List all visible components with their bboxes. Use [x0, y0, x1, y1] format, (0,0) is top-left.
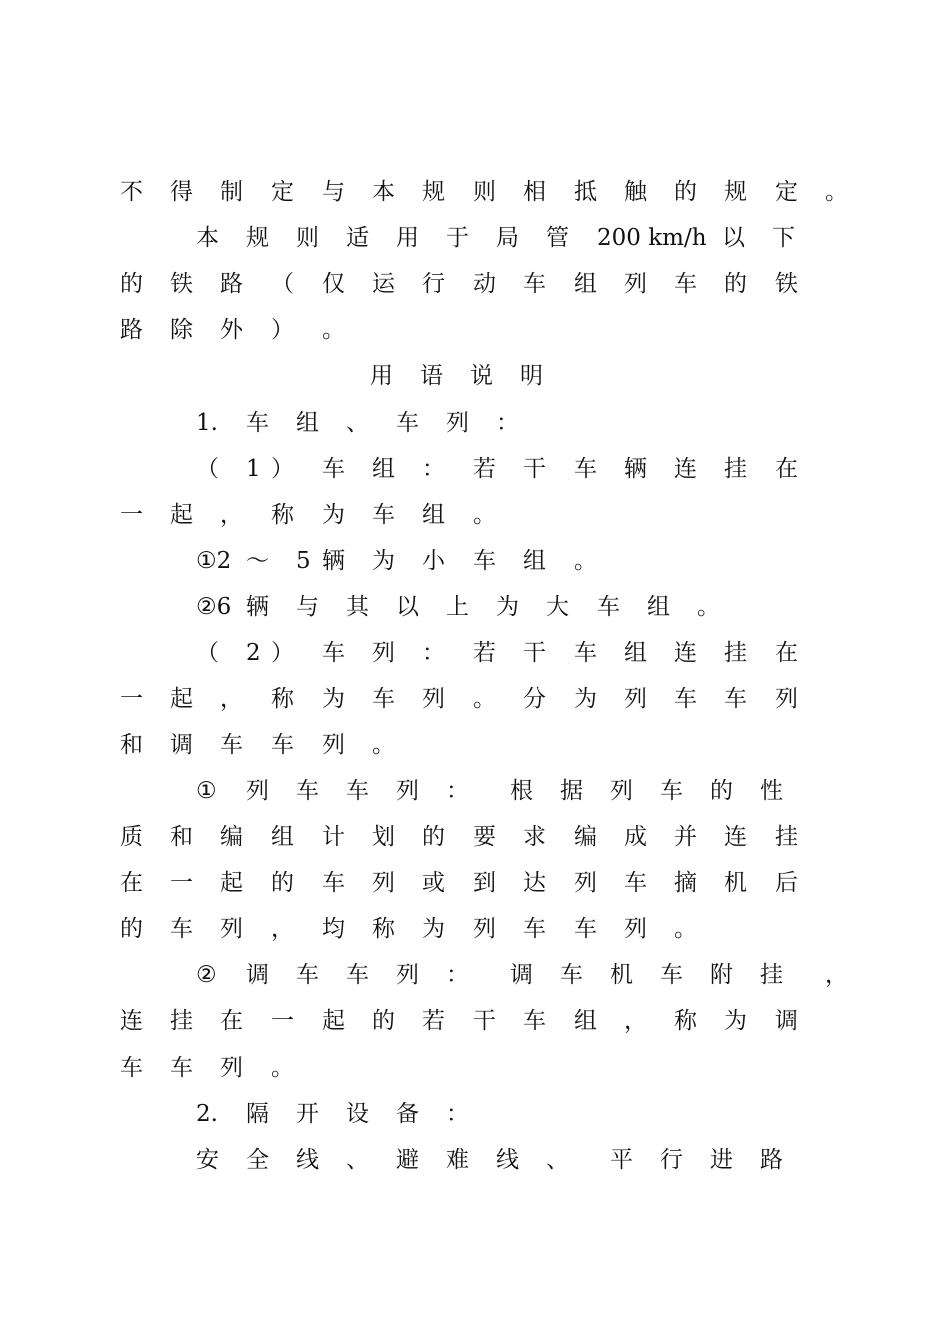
text-glyph: ，: [220, 686, 243, 712]
text-glyph: 车: [597, 594, 620, 620]
text-glyph: 局: [496, 225, 519, 251]
text-glyph: 动: [473, 271, 496, 297]
text-glyph: 列: [322, 732, 345, 758]
text-glyph: 干: [473, 1008, 496, 1034]
text-glyph: 起: [322, 1008, 345, 1034]
text-line: [0, 500, 950, 546]
text-glyph: 用: [370, 363, 393, 389]
text-glyph: 并: [674, 824, 697, 850]
text-glyph: ）: [271, 456, 294, 482]
text-glyph: 规: [724, 179, 747, 205]
text-glyph: 车: [674, 271, 697, 297]
text-glyph: 上: [446, 594, 469, 620]
text-glyph: 大: [546, 594, 569, 620]
text-glyph: 车: [560, 962, 583, 988]
text-line: [0, 454, 950, 500]
text-glyph: 车: [246, 410, 269, 436]
text-glyph: 其: [346, 594, 369, 620]
text-line: [0, 730, 950, 776]
text-line: [0, 914, 950, 960]
text-glyph: 列: [396, 962, 419, 988]
text-glyph: 干: [523, 640, 546, 666]
text-glyph: 称: [674, 1008, 697, 1034]
text-glyph: 列: [422, 686, 445, 712]
text-glyph: 管: [546, 225, 569, 251]
text-glyph: 和: [120, 732, 143, 758]
text-glyph: 。: [473, 686, 496, 712]
text-line: [0, 361, 950, 407]
text-glyph: （: [196, 456, 219, 482]
text-glyph: 2.: [196, 1101, 218, 1127]
text-glyph: 挂: [724, 640, 747, 666]
text-glyph: 以: [396, 594, 419, 620]
text-glyph: 连: [674, 640, 697, 666]
text-glyph: 摘: [674, 870, 697, 896]
text-glyph: 或: [422, 870, 445, 896]
text-glyph: 与: [296, 594, 319, 620]
text-glyph: 列: [775, 686, 798, 712]
text-glyph: 定: [271, 179, 294, 205]
text-glyph: 连: [674, 456, 697, 482]
text-glyph: 为: [322, 502, 345, 528]
text-glyph: 挂: [170, 1008, 193, 1034]
text-glyph: 铁: [170, 271, 193, 297]
text-line: [0, 223, 950, 269]
text-glyph: ：: [422, 640, 445, 666]
text-line: [0, 960, 950, 1006]
text-glyph: 1: [246, 456, 261, 482]
text-glyph: ，: [624, 1008, 647, 1034]
text-glyph: 组: [296, 410, 319, 436]
text-glyph: 本: [372, 179, 395, 205]
text-glyph: 组: [574, 1008, 597, 1034]
text-glyph: 划: [372, 824, 395, 850]
text-glyph: 机: [610, 962, 633, 988]
text-glyph: 为: [496, 594, 519, 620]
text-glyph: （: [196, 640, 219, 666]
text-glyph: 的: [724, 271, 747, 297]
text-glyph: 列: [610, 778, 633, 804]
text-line: [0, 1053, 950, 1099]
text-line: [0, 822, 950, 868]
text-glyph: 到: [473, 870, 496, 896]
text-glyph: 车: [724, 686, 747, 712]
text-glyph: 列: [574, 870, 597, 896]
text-glyph: 组: [647, 594, 670, 620]
text-glyph: 起: [170, 502, 193, 528]
text-glyph: 编: [220, 824, 243, 850]
text-glyph: 运: [372, 271, 395, 297]
text-glyph: 组: [372, 456, 395, 482]
text-glyph: 车: [120, 1055, 143, 1081]
text-glyph: 开: [296, 1101, 319, 1127]
text-glyph: 列: [396, 778, 419, 804]
text-glyph: 和: [170, 824, 193, 850]
text-glyph: 车: [322, 456, 345, 482]
text-glyph: 车: [523, 1008, 546, 1034]
text-glyph: 车: [660, 962, 683, 988]
text-glyph: 的: [372, 1008, 395, 1034]
text-glyph: 组: [523, 548, 546, 574]
text-glyph: ，: [271, 916, 294, 942]
text-glyph: 分: [523, 686, 546, 712]
text-glyph: 列: [372, 870, 395, 896]
text-glyph: 难: [446, 1147, 469, 1173]
text-glyph: 的: [422, 824, 445, 850]
text-glyph: 达: [523, 870, 546, 896]
text-glyph: 性: [760, 778, 783, 804]
text-glyph: 则: [296, 225, 319, 251]
text-glyph: 触: [624, 179, 647, 205]
text-glyph: 规: [246, 225, 269, 251]
text-glyph: ②6: [196, 594, 232, 620]
text-glyph: 路: [220, 271, 243, 297]
text-glyph: 外: [220, 317, 243, 343]
text-glyph: 挂: [724, 456, 747, 482]
text-glyph: 隔: [246, 1101, 269, 1127]
text-glyph: 为: [574, 686, 597, 712]
text-glyph: 后: [775, 870, 798, 896]
text-glyph: 。: [473, 502, 496, 528]
text-glyph: 计: [322, 824, 345, 850]
text-glyph: 辆: [246, 594, 269, 620]
text-glyph: 称: [271, 686, 294, 712]
text-glyph: 线: [296, 1147, 319, 1173]
text-glyph: 的: [674, 179, 697, 205]
text-line: [0, 776, 950, 822]
text-line: [0, 315, 950, 361]
text-line: [0, 592, 950, 638]
text-glyph: 求: [523, 824, 546, 850]
text-glyph: 车: [523, 271, 546, 297]
text-glyph: 路: [120, 317, 143, 343]
text-glyph: 挂: [760, 962, 783, 988]
text-glyph: 。: [697, 594, 720, 620]
text-glyph: 调: [246, 962, 269, 988]
text-line: [0, 1145, 950, 1191]
text-glyph: 的: [271, 870, 294, 896]
text-glyph: ：: [446, 962, 469, 988]
text-glyph: 一: [271, 1008, 294, 1034]
text-glyph: 在: [775, 640, 798, 666]
text-glyph: ②: [196, 962, 217, 988]
text-glyph: 列: [473, 916, 496, 942]
text-glyph: 5: [296, 548, 311, 574]
text-glyph: 辆: [624, 456, 647, 482]
text-glyph: 车: [574, 916, 597, 942]
text-glyph: 除: [170, 317, 193, 343]
text-glyph: 小: [422, 548, 445, 574]
text-glyph: 均: [322, 916, 345, 942]
text-glyph: 。: [674, 916, 697, 942]
text-glyph: 若: [473, 640, 496, 666]
text-glyph: 1.: [196, 410, 218, 436]
text-glyph: 车: [271, 732, 294, 758]
text-line: [0, 638, 950, 684]
text-glyph: 、: [546, 1147, 569, 1173]
text-glyph: 编: [574, 824, 597, 850]
text-glyph: ①2: [196, 548, 232, 574]
text-glyph: 的: [120, 271, 143, 297]
text-glyph: 。: [271, 1055, 294, 1081]
text-glyph: 干: [523, 456, 546, 482]
text-glyph: 备: [396, 1101, 419, 1127]
text-glyph: 车: [346, 778, 369, 804]
text-glyph: 进: [710, 1147, 733, 1173]
text-glyph: 为: [724, 1008, 747, 1034]
text-glyph: 。: [825, 179, 848, 205]
text-glyph: 行: [422, 271, 445, 297]
text-glyph: 辆: [322, 548, 345, 574]
text-glyph: 车: [660, 778, 683, 804]
text-glyph: 调: [510, 962, 533, 988]
text-glyph: 起: [170, 686, 193, 712]
text-glyph: 的: [120, 916, 143, 942]
text-glyph: 安: [196, 1147, 219, 1173]
text-glyph: 列: [624, 686, 647, 712]
text-glyph: 在: [220, 1008, 243, 1034]
text-glyph: 200 km/h: [597, 225, 707, 251]
text-glyph: 若: [473, 456, 496, 482]
text-glyph: 成: [624, 824, 647, 850]
text-glyph: ）: [271, 640, 294, 666]
text-glyph: 路: [760, 1147, 783, 1173]
text-glyph: 明: [520, 363, 543, 389]
text-line: [0, 546, 950, 592]
text-glyph: 列: [624, 271, 647, 297]
text-glyph: 附: [710, 962, 733, 988]
text-glyph: 列: [220, 916, 243, 942]
text-glyph: 在: [775, 456, 798, 482]
text-glyph: 在: [120, 870, 143, 896]
text-glyph: ：: [422, 456, 445, 482]
text-glyph: 一: [120, 686, 143, 712]
text-line: [0, 177, 950, 223]
text-glyph: 制: [220, 179, 243, 205]
text-glyph: 列: [446, 410, 469, 436]
text-glyph: 车: [346, 962, 369, 988]
text-glyph: 得: [170, 179, 193, 205]
text-glyph: 起: [220, 870, 243, 896]
text-glyph: 车: [624, 870, 647, 896]
text-glyph: 。: [372, 732, 395, 758]
text-glyph: ：: [446, 778, 469, 804]
text-glyph: 组: [624, 640, 647, 666]
text-glyph: ：: [446, 1101, 469, 1127]
text-glyph: 规: [422, 179, 445, 205]
text-glyph: 、: [346, 410, 369, 436]
text-glyph: 车: [170, 916, 193, 942]
text-glyph: 仅: [322, 271, 345, 297]
text-glyph: 一: [170, 870, 193, 896]
text-glyph: 。: [574, 548, 597, 574]
text-glyph: 不: [120, 179, 143, 205]
text-glyph: 车: [372, 502, 395, 528]
text-glyph: 为: [322, 686, 345, 712]
text-glyph: 语: [420, 363, 443, 389]
text-glyph: 用: [396, 225, 419, 251]
text-glyph: 称: [271, 502, 294, 528]
text-glyph: 车: [473, 548, 496, 574]
text-glyph: 连: [120, 1008, 143, 1034]
text-glyph: 车: [523, 916, 546, 942]
text-glyph: 组: [574, 271, 597, 297]
text-glyph: 行: [660, 1147, 683, 1173]
text-glyph: 要: [473, 824, 496, 850]
text-glyph: 列: [246, 778, 269, 804]
text-glyph: 车: [220, 732, 243, 758]
text-glyph: 车: [322, 640, 345, 666]
text-glyph: ）: [271, 317, 294, 343]
text-glyph: 连: [724, 824, 747, 850]
text-glyph: 则: [473, 179, 496, 205]
text-glyph: 相: [523, 179, 546, 205]
text-glyph: 。: [322, 317, 345, 343]
text-glyph: 与: [322, 179, 345, 205]
text-glyph: 一: [120, 502, 143, 528]
text-line: [0, 269, 950, 315]
text-glyph: 平: [610, 1147, 633, 1173]
text-glyph: 车: [574, 640, 597, 666]
text-glyph: 避: [396, 1147, 419, 1173]
text-glyph: 车: [372, 686, 395, 712]
text-glyph: 定: [775, 179, 798, 205]
text-glyph: 以: [722, 225, 745, 251]
text-line: [0, 868, 950, 914]
text-glyph: 组: [271, 824, 294, 850]
text-glyph: 车: [296, 962, 319, 988]
text-line: [0, 1006, 950, 1052]
text-glyph: 2: [246, 640, 261, 666]
text-glyph: 为: [422, 916, 445, 942]
text-line: [0, 684, 950, 730]
text-glyph: 车: [396, 410, 419, 436]
text-glyph: 组: [422, 502, 445, 528]
text-glyph: 机: [724, 870, 747, 896]
text-glyph: 下: [772, 225, 795, 251]
text-glyph: ～: [246, 548, 269, 574]
text-glyph: 质: [120, 824, 143, 850]
text-glyph: 车: [170, 1055, 193, 1081]
text-glyph: ，: [220, 502, 243, 528]
text-glyph: 设: [346, 1101, 369, 1127]
text-glyph: 铁: [775, 271, 798, 297]
text-glyph: 称: [372, 916, 395, 942]
text-glyph: ①: [196, 778, 217, 804]
text-glyph: 根: [510, 778, 533, 804]
text-line: [0, 1099, 950, 1145]
text-glyph: 挂: [775, 824, 798, 850]
text-glyph: 列: [220, 1055, 243, 1081]
text-glyph: 调: [775, 1008, 798, 1034]
text-glyph: 适: [346, 225, 369, 251]
text-glyph: 说: [470, 363, 493, 389]
text-glyph: 据: [560, 778, 583, 804]
text-glyph: ：: [496, 410, 519, 436]
text-glyph: 调: [170, 732, 193, 758]
text-glyph: ，: [825, 962, 848, 988]
text-glyph: 于: [446, 225, 469, 251]
text-glyph: 车: [322, 870, 345, 896]
text-glyph: 全: [246, 1147, 269, 1173]
text-glyph: 为: [372, 548, 395, 574]
text-glyph: 本: [196, 225, 219, 251]
text-glyph: 车: [574, 456, 597, 482]
text-glyph: 的: [710, 778, 733, 804]
text-glyph: 、: [346, 1147, 369, 1173]
text-glyph: 车: [674, 686, 697, 712]
text-line: [0, 408, 950, 454]
text-glyph: 线: [496, 1147, 519, 1173]
text-glyph: 车: [296, 778, 319, 804]
text-glyph: 列: [624, 916, 647, 942]
text-glyph: 抵: [574, 179, 597, 205]
text-glyph: （: [271, 271, 294, 297]
text-glyph: 列: [372, 640, 395, 666]
text-glyph: 若: [422, 1008, 445, 1034]
